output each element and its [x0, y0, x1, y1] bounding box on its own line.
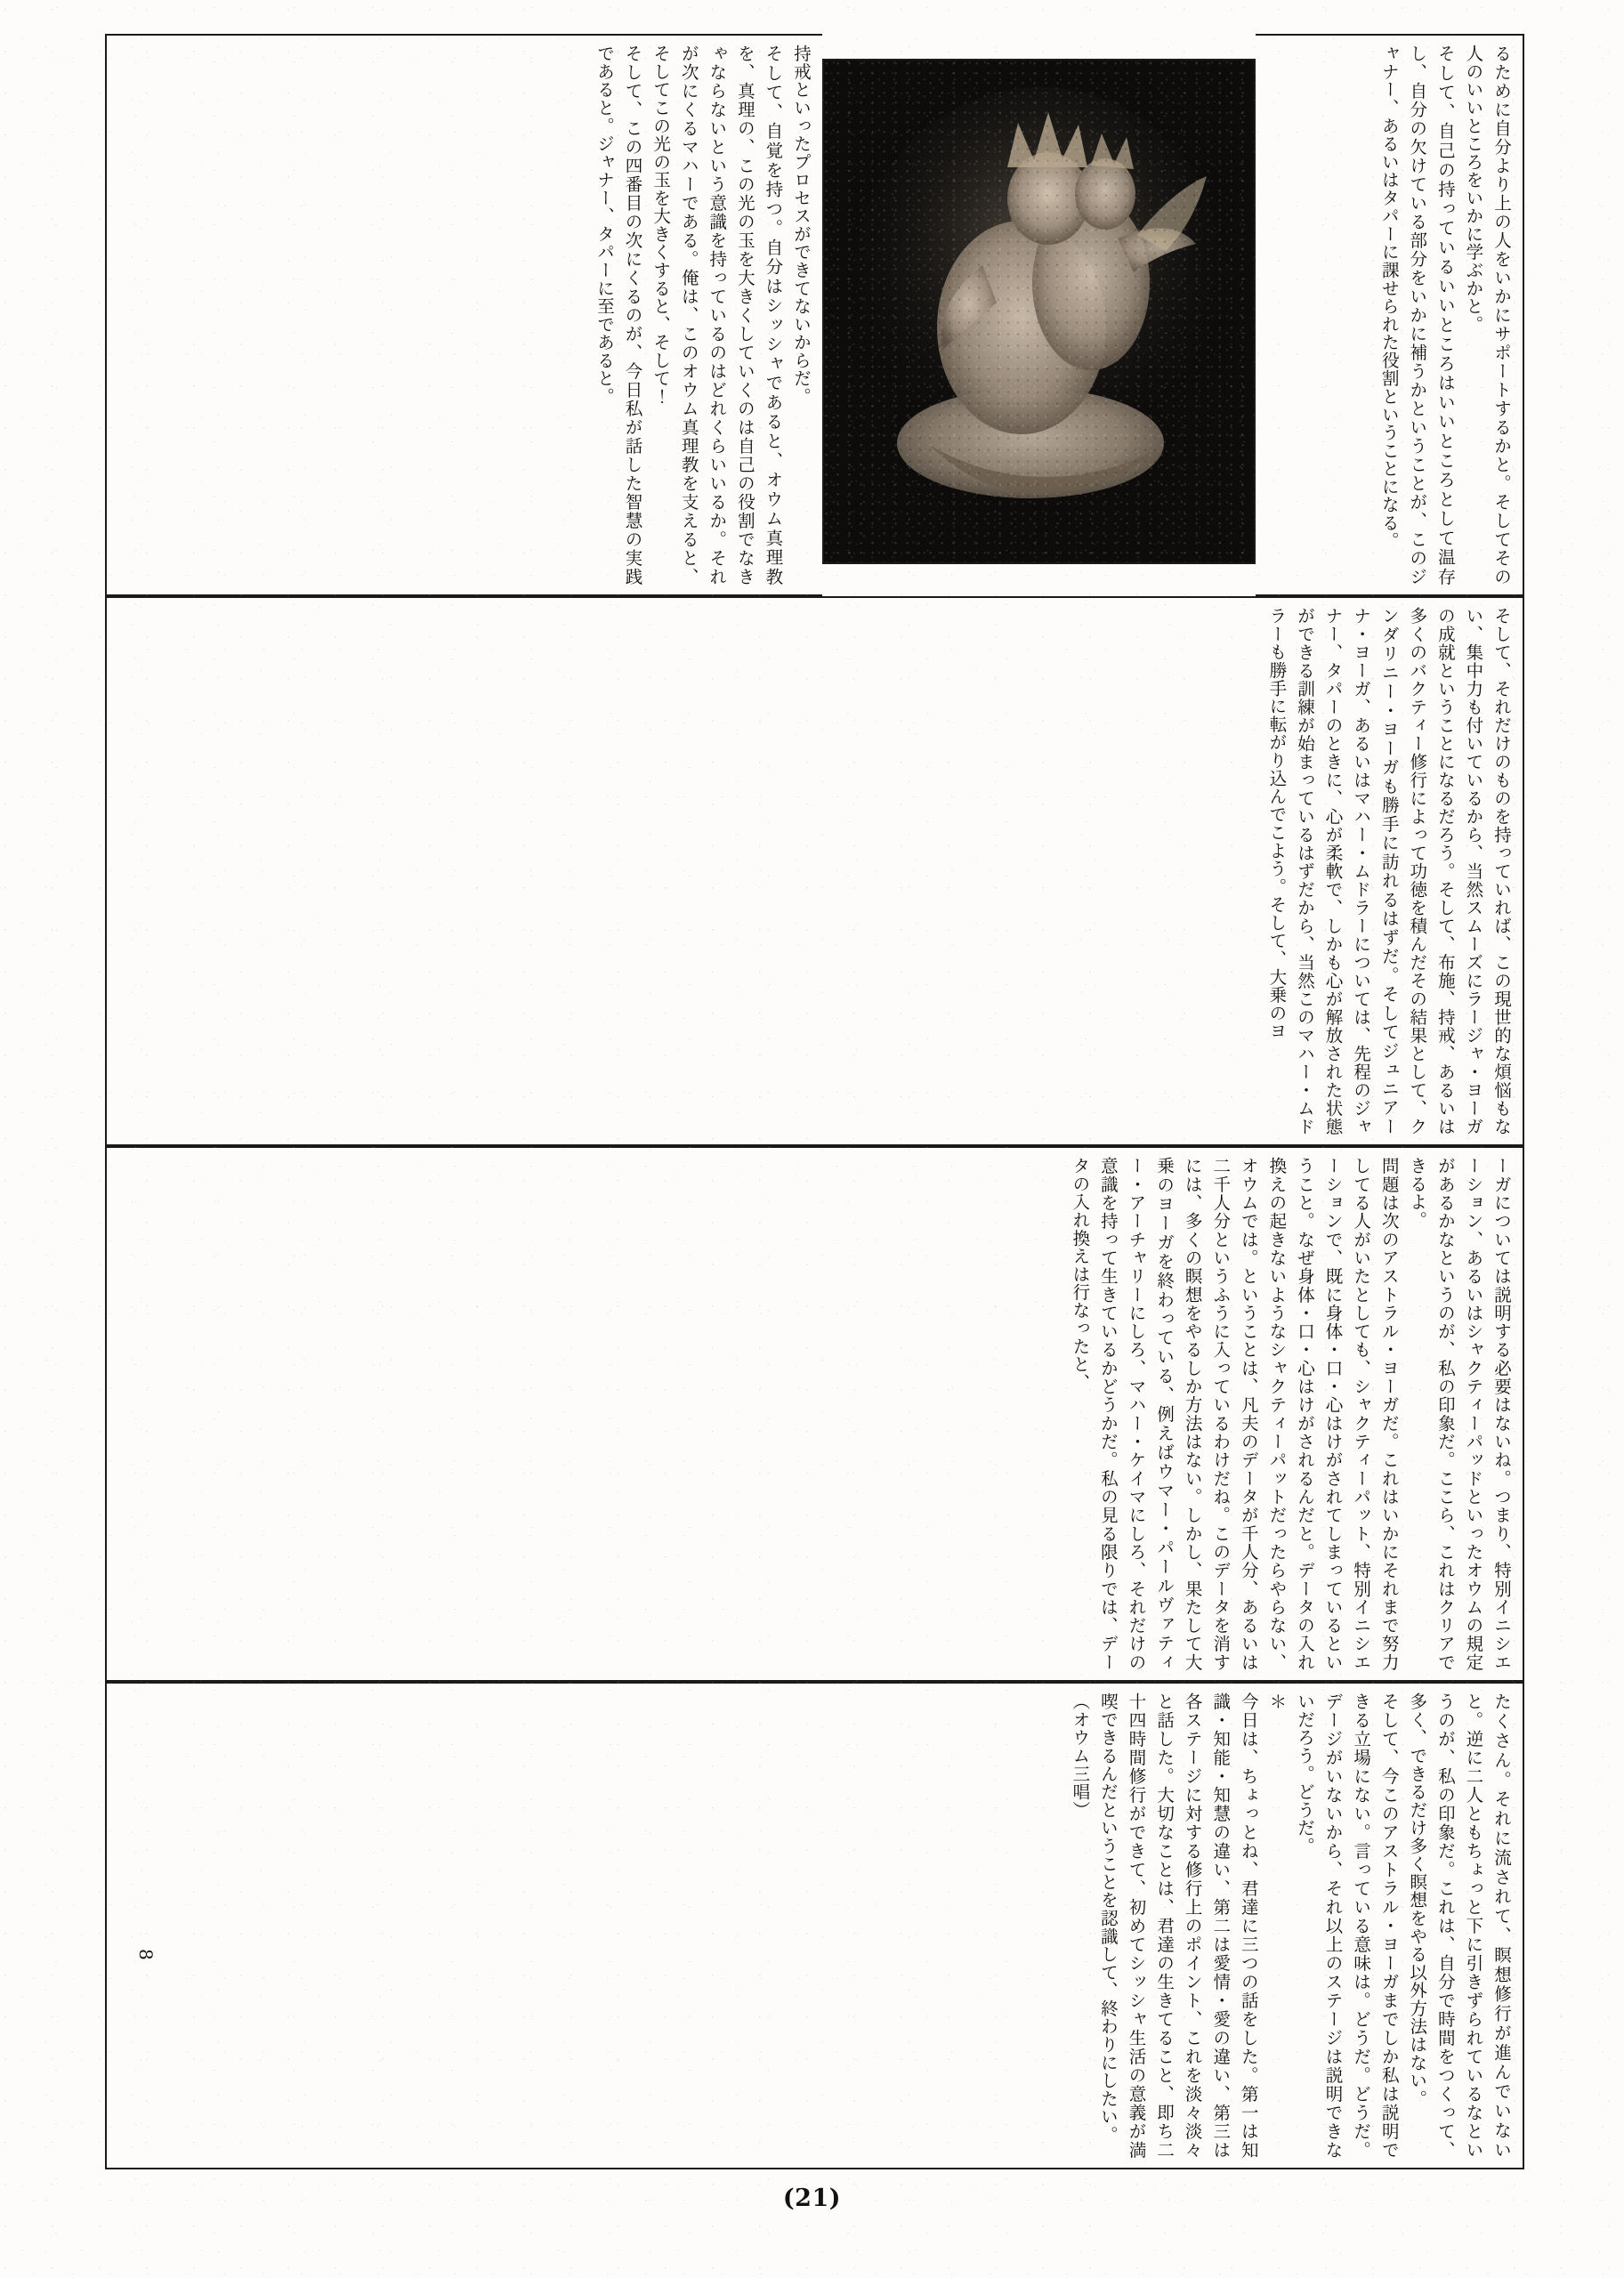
paragraph: そして、今このアストラル・ヨーガまでしか私は説明できる立場にない。言っている意味は。どうだ。どうだ。デージがいないから、それ以上のステージは説明できないだろう。どうだ。 [1294, 1692, 1400, 2159]
text-band-top-right [1256, 34, 1524, 596]
paragraph: そして、自己の持っているいいところはいいところとして温存し、自分の欠けている部分をいかに補うかということが、このジャナー、あるいはタパーに課せられた役割ということになる。 [1378, 44, 1456, 586]
text-band-second [105, 596, 1524, 1146]
page-number: (21) [782, 2185, 842, 2212]
text-band-fourth [105, 1682, 1524, 2169]
paragraph: そして、それだけのものを持っていれば、この現世的な煩悩もない、集中力も付いているから、当然スムーズにラージャ・ヨーガの成就ということになるだろう。そして、布施、持戒、あるいは多くのバクティー修行によって功徳を積んだその結果として、クンダリニー・ヨーガも勝手に訪れるはずだ。そしてジュニアーナ・ヨーガ、あるいはマハー・ムドラーについては、先程のジャナー、タパーのときに、心が柔軟で、しかも心が解放された状態ができる訓練が始まっているはずだから、当然このマハー・ムドラーも勝手に転がり込んでこよう。そして、大乗のヨ [1266, 607, 1512, 1135]
tantric-deity-photo [822, 59, 1256, 564]
photo-grain [824, 61, 1254, 562]
paragraph: 問題は次のアストラル・ヨーガだ。これはいかにそれまで努力してる人がいたとしても、シャクティーパット、特別イニシエーションで、既に身体・口・心はけがされてしまっているということ。なぜ身体・口・心はけがされるんだと。データの入れ換えの起きないようなシャクティーパットだったらやらない、オウムでは。ということは、凡夫のデータが千人分、あるいは二千人分というふうに入っているわけだね。このデータを消すには、多くの瞑想をやるしか方法はない。しかし、果たして大乗のヨーガを終わっている、例えばウマー・パールヴァティー・アーチャリーにしろ、マハー・ケイマにしろ、それだけの意識を持って生きているかどうかだ。私の見る限りでは、データの入れ換えは行なったと、 [1070, 1157, 1400, 1671]
text-band-top-left [105, 34, 822, 596]
paragraph: そして、この四番目の次にくるのが、今日私が話した智慧の実践であると。ジャナー、タパーに至であると。 [594, 44, 643, 586]
paragraph: 今日は、ちょっとね、君達に三つの話をした。第一は知識・知能・知慧の違い、第二は愛情・愛の違い、第三は各ステージに対する修行上のポイント、これを淡々淡々と話した。大切なことは、君達の生きてること、即ち二十四時間修行ができて、初めてシッシャ生活の意義が満喫できるんだということを認識して、終わりにしたい。 [1097, 1692, 1259, 2159]
paragraph: ＊ [1266, 1692, 1288, 1711]
paragraph: そして、自覚を持つ。自分はシッシャであると、オウム真理教を、真理の、この光の玉を大きくしていくのは自己の役割でなきゃならないという意識を持っているのはどれくらいいるか。それが次にくるマハーである。俺は、このオウム真理教を支えると、そしてこの光の玉を大きくすると、そして！ [650, 44, 784, 586]
text-band-third [105, 1146, 1524, 1682]
paragraph: 持戒といったプロセスができてないからだ。 [791, 44, 812, 406]
paragraph: ーガについては説明する必要はないね。つまり、特別イニシエーション、あるいはシャクティーパッドといったオウムの規定があるかなというのが、私の印象だ。ここら、これはクリアできるよ。 [1407, 1157, 1512, 1671]
side-folio: 8 [135, 1949, 157, 1960]
closing-note: （オウム三唱） [1070, 1692, 1091, 1819]
paragraph: るために自分より上の人をいかにサポートするかと。そしてその人のいいところをいかに学ぶかと。 [1463, 44, 1512, 586]
article-body [105, 34, 1524, 2169]
paragraph: たくさん。それに流されて、瞑想修行が進んでいないと。逆に二人ともちょっと下に引きずられているなというのが、私の印象だ。これは、自分で時間をつくって、多く、できるだけ多く瞑想をやる以外方法はない。 [1407, 1692, 1512, 2159]
